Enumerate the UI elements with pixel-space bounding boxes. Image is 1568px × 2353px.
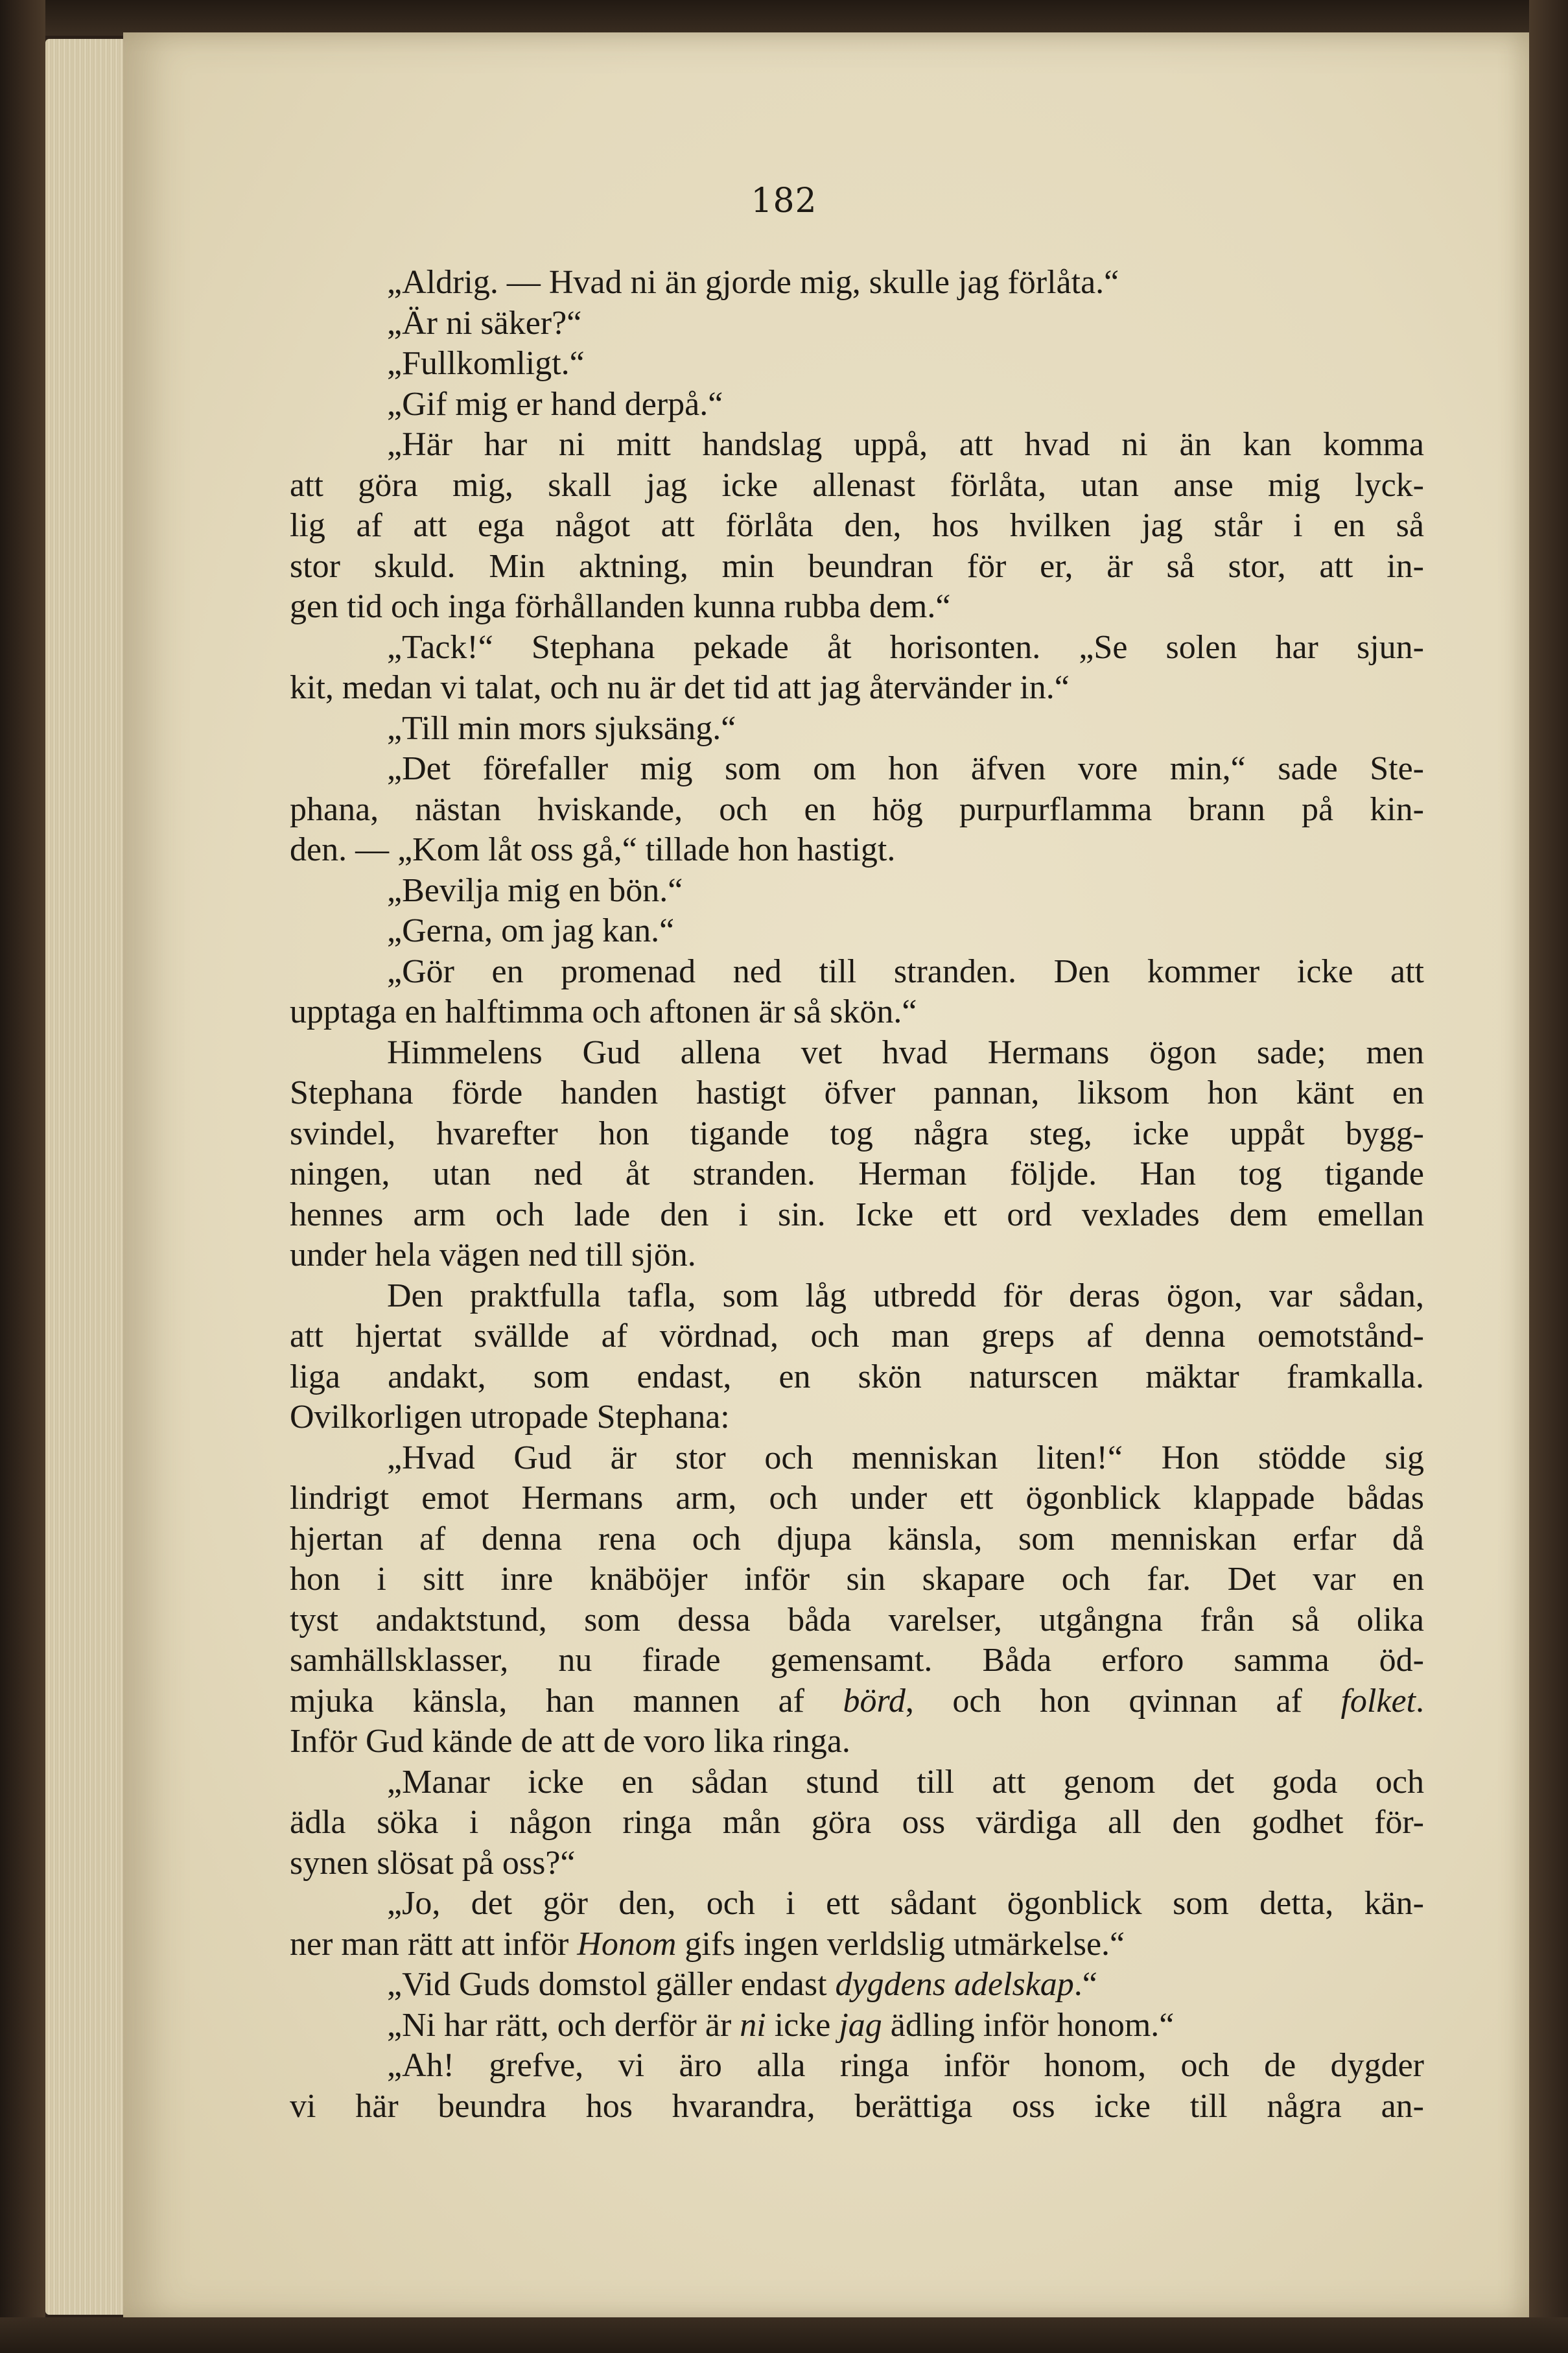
- text-line: „Ni har rätt, och derför är ni icke jag ädling inför honom.“: [387, 2006, 1175, 2044]
- text-line: kit, medan vi talat, och nu är det tid att jag återvänder in.“: [290, 669, 1070, 706]
- text-line: stor skuld. Min aktning, min beundran för er, är så stor, att in-: [290, 547, 1424, 585]
- text-line: mjuka känsla, han mannen af börd, och hon qvinnan af folket.: [290, 1682, 1424, 1720]
- text-line: „Aldrig. — Hvad ni än gjorde mig, skulle jag förlåta.“: [387, 264, 1119, 301]
- text-line: att göra mig, skall jag icke allenast förlåta, utan anse mig lyck-: [290, 466, 1424, 504]
- text-line: „Jo, det gör den, och i ett sådant ögonblick som detta, kän-: [387, 1885, 1424, 1922]
- text-line: „Ah! grefve, vi äro alla ringa inför honom, och de dygder: [387, 2047, 1424, 2084]
- text-line: Stephana förde handen hastigt öfver pannan, liksom hon känt en: [290, 1074, 1424, 1111]
- body-text: [290, 263, 1424, 2127]
- text-line: svindel, hvarefter hon tigande tog några steg, icke uppåt bygg-: [290, 1115, 1424, 1152]
- text-line: tyst andaktstund, som dessa båda varelser, utgångna från så olika: [290, 1601, 1424, 1638]
- text-line: under hela vägen ned till sjön.: [290, 1236, 696, 1273]
- text-line: liga andakt, som endast, en skön naturscen mäktar framkalla.: [290, 1358, 1424, 1395]
- text-line: Himmelens Gud allena vet hvad Hermans ögon sade; men: [387, 1034, 1424, 1071]
- text-line: upptaga en halftimma och aftonen är så skön.“: [290, 993, 917, 1030]
- text-line: „Hvad Gud är stor och menniskan liten!“ Hon stödde sig: [387, 1439, 1424, 1476]
- text-line: lig af att ega något att förlåta den, hos hvilken jag står i en så: [290, 507, 1424, 544]
- text-line: „Det förefaller mig som om hon äfven vore min,“ sade Ste-: [387, 750, 1424, 787]
- text-line: „Gif mig er hand derpå.“: [387, 385, 723, 423]
- text-line: ädla söka i någon ringa mån göra oss värdiga all den godhet för-: [290, 1804, 1424, 1841]
- page-number: 182: [751, 182, 817, 220]
- text-line: synen slösat på oss?“: [290, 1844, 576, 1882]
- text-line: Inför Gud kände de att de voro lika ringa.: [290, 1723, 850, 1760]
- text-line: lindrigt emot Hermans arm, och under ett ögonblick klappade bådas: [290, 1480, 1424, 1517]
- text-line: „Gör en promenad ned till stranden. Den kommer icke att: [387, 952, 1424, 990]
- book-cover-right: [1529, 0, 1568, 2353]
- text-line: Ovilkorligen utropade Stephana:: [290, 1399, 730, 1436]
- text-line: ningen, utan ned åt stranden. Herman följde. Han tog tigande: [290, 1155, 1424, 1192]
- text-line: hon i sitt inre knäböjer inför sin skapare och far. Det var en: [290, 1561, 1424, 1598]
- text-line: den. — „Kom låt oss gå,“ tillade hon hastigt.: [290, 831, 896, 868]
- text-line: hjertan af denna rena och djupa känsla, som menniskan erfar då: [290, 1520, 1424, 1557]
- text-line: att hjertat svällde af vördnad, och man greps af denna oemotstånd-: [290, 1318, 1424, 1354]
- text-line: „Manar icke en sådan stund till att genom det goda och: [387, 1763, 1424, 1801]
- book-cover-left: [0, 0, 45, 2353]
- text-line: „Tack!“ Stephana pekade åt horisonten. „Se solen har sjun-: [387, 628, 1424, 666]
- text-line: „Fullkomligt.“: [387, 345, 585, 382]
- text-line: hennes arm och lade den i sin. Icke ett ord vexlades dem emellan: [290, 1196, 1424, 1233]
- text-line: „Gerna, om jag kan.“: [387, 912, 675, 949]
- text-line: gen tid och inga förhållanden kunna rubba dem.“: [290, 588, 951, 625]
- bottom-shadow: [0, 2317, 1568, 2353]
- text-line: „Är ni säker?“: [387, 304, 582, 342]
- text-line: Den praktfulla tafla, som låg utbredd för deras ögon, var sådan,: [387, 1277, 1424, 1314]
- text-line: phana, nästan hviskande, och en hög purpurflamma brann på kin-: [290, 790, 1424, 828]
- text-line: „Här har ni mitt handslag uppå, att hvad ni än kan komma: [387, 426, 1424, 463]
- text-line: „Bevilja mig en bön.“: [387, 871, 683, 909]
- text-line: „Vid Guds domstol gäller endast dygdens adelskap.“: [387, 1966, 1097, 2003]
- text-line: samhällsklasser, nu firade gemensamt. Båda erforo samma öd-: [290, 1642, 1424, 1679]
- top-shadow: [0, 0, 1568, 36]
- text-line: vi här beundra hos hvarandra, berättiga oss icke till några an-: [290, 2087, 1424, 2125]
- text-line: „Till min mors sjuksäng.“: [387, 709, 736, 747]
- text-line: ner man rätt att inför Honom gifs ingen verldslig utmärkelse.“: [290, 1925, 1125, 1963]
